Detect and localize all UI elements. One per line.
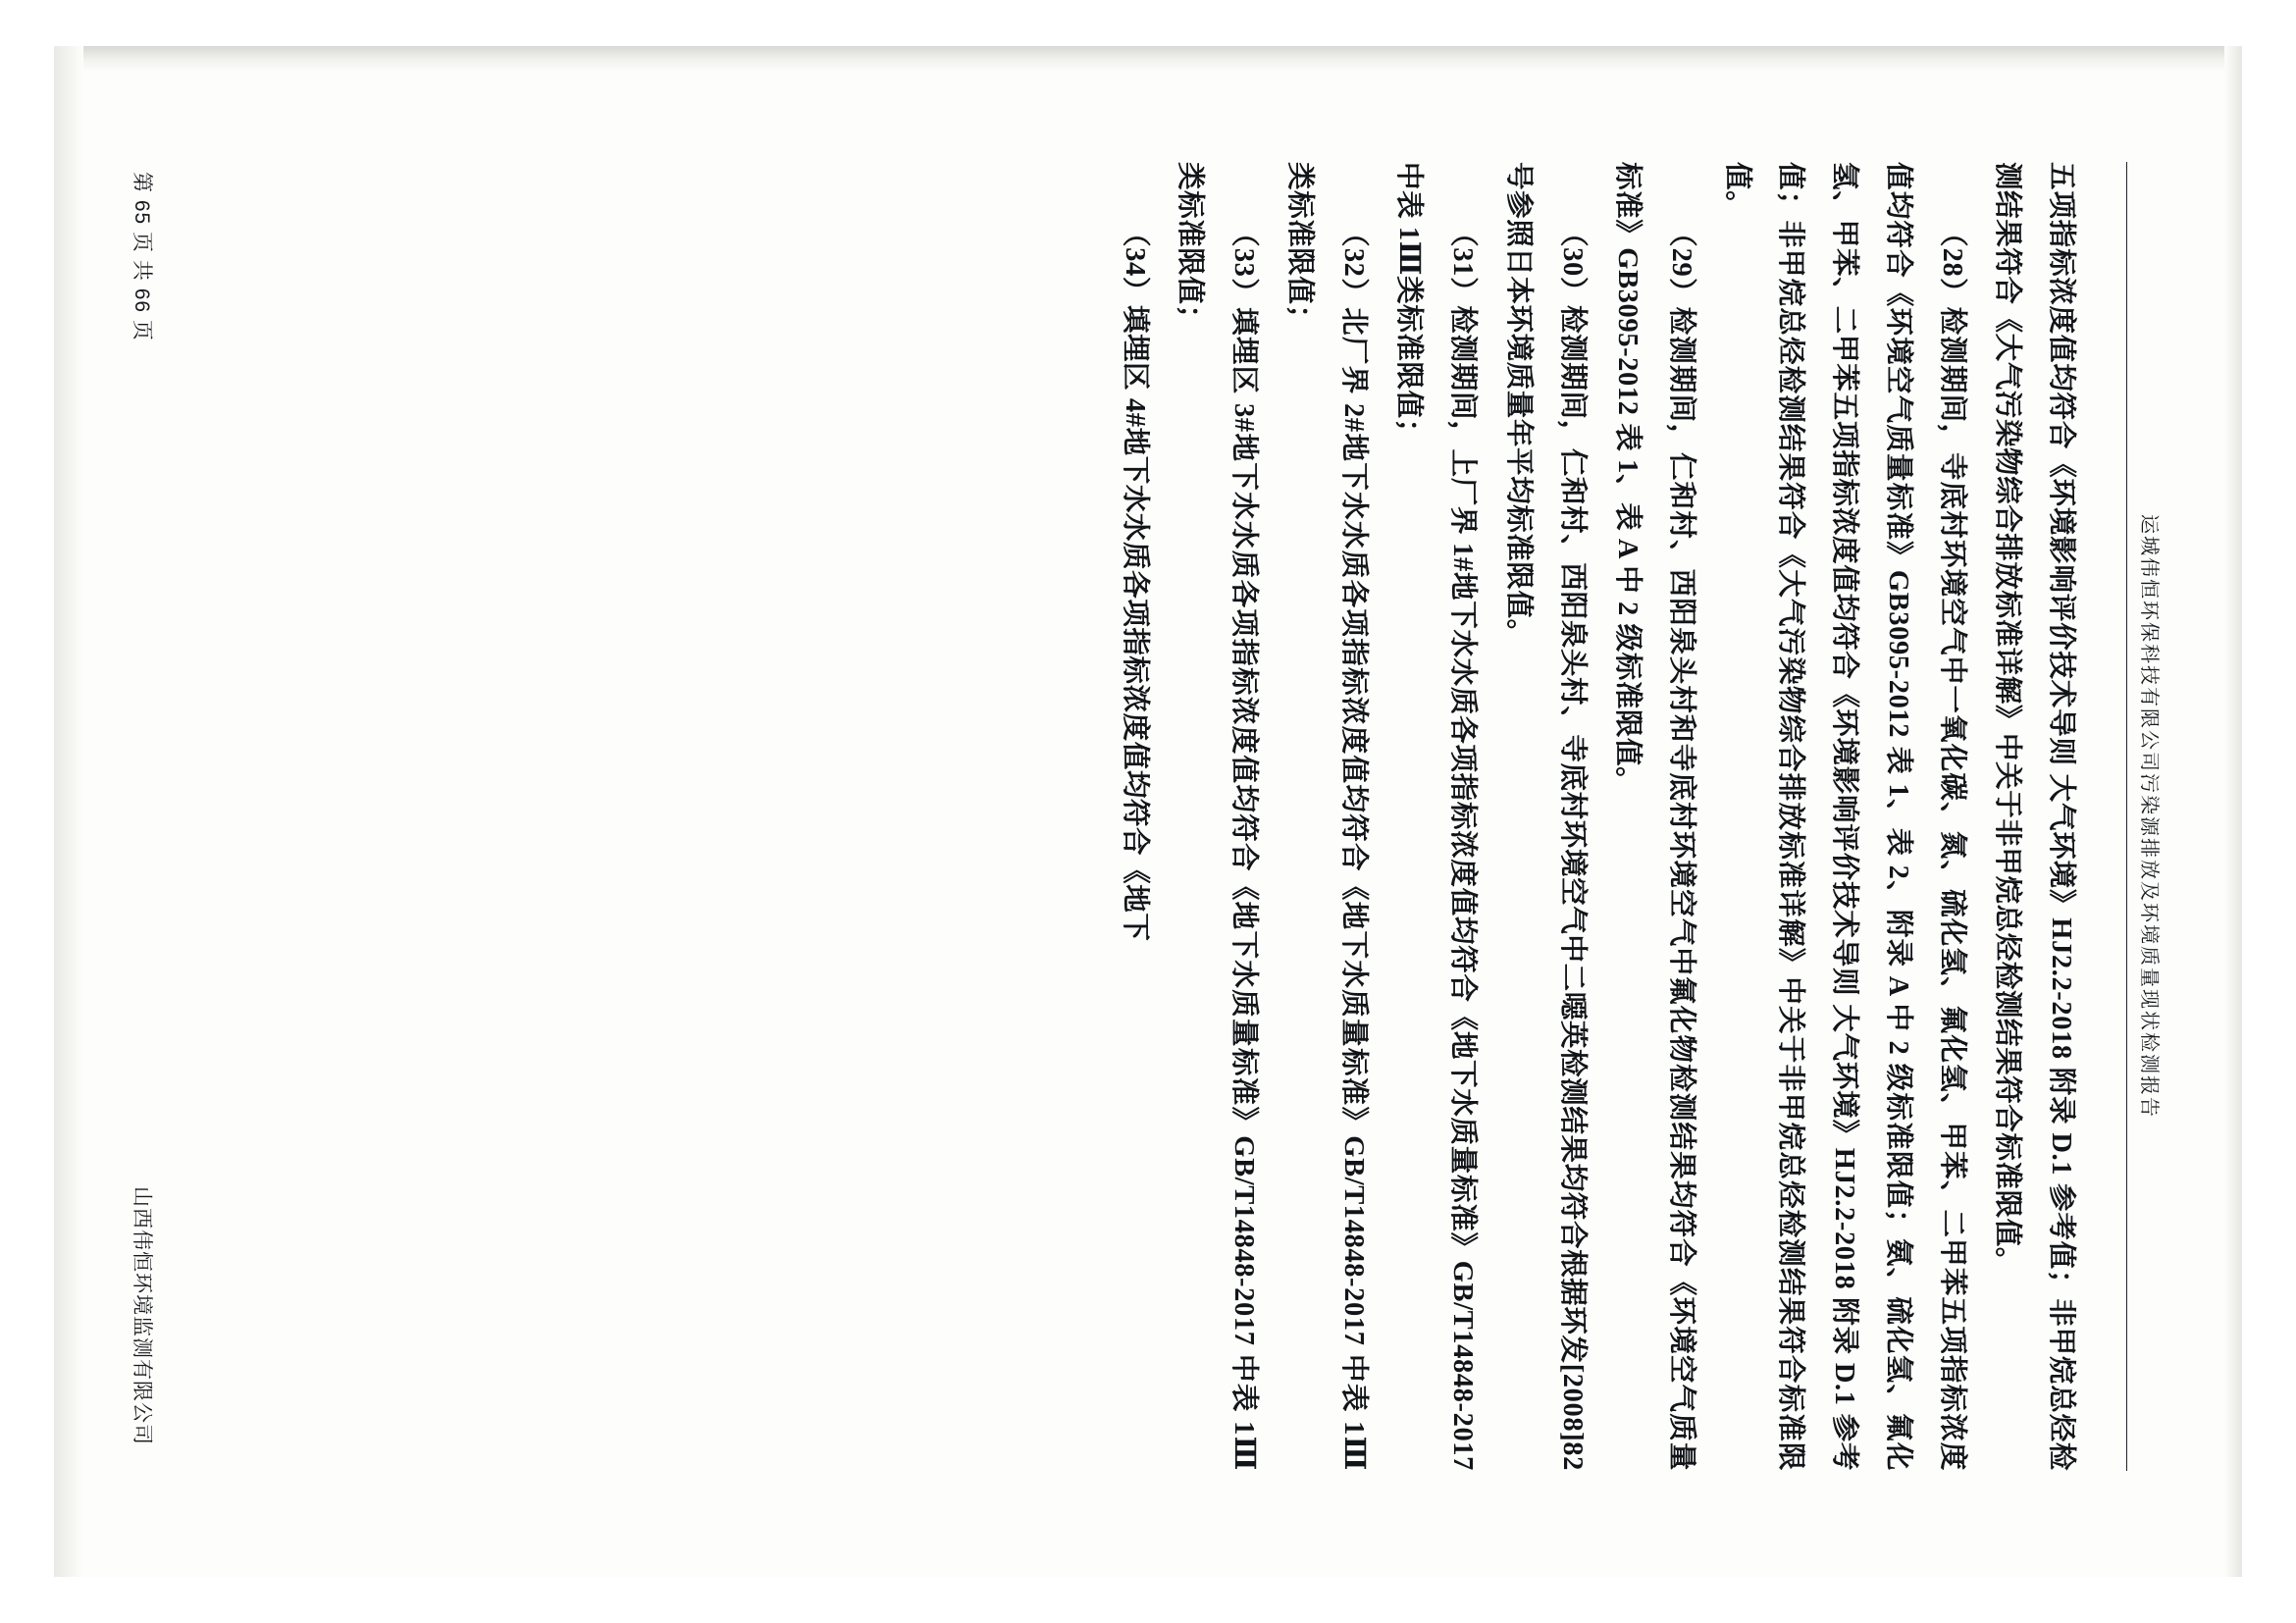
header-divider bbox=[2126, 162, 2127, 1471]
paragraph-28: （28）检测期间，寺底村环境空气中一氧化碳、氮、硫化氢、氟化氢、甲苯、二甲苯五项指标浓度值均符合《环境空气质量标准》GB3095-2012 表 1、表 2、附录 A 中 2 级标准限值；氨、硫化氢、氟化氢、甲苯、二甲苯五项指标浓度值均符合《环境影响评价技术导则 大气环境》HJ2.2-2018 附录 D.1 参考值；非甲烷总烃检测结果符合《大气污染物综合排放标准详解》中关于非甲烷总烃检测结果符合标准限值。 bbox=[1721, 162, 1967, 1471]
paragraph-29: （29）检测期间，仁和村、西阳泉头村和寺底村环境空气中氟化物检测结果均符合《环境空气质量标准》GB3095-2012 表 1、表 A 中 2 级标准限值。 bbox=[1612, 162, 1696, 1471]
page-footer bbox=[123, 162, 158, 1471]
page-header bbox=[2126, 162, 2166, 1471]
report-title: 运城伟恒环保科技有限公司污染源排放及环境质量现状检测报告 bbox=[2138, 514, 2160, 1119]
company-name: 山西伟恒环境监测有限公司 bbox=[130, 1186, 153, 1445]
paragraph-32: （32）北厂界 2#地下水水质各项指标浓度值均符合《地下水质量标准》GB/T14848-2017 中表 1Ⅲ类标准限值； bbox=[1283, 162, 1369, 1471]
paragraph-30: （30）检测期间，仁和村、西阳泉头村、寺底村环境空气中二噁英检测结果均符合根据环发[2008]82 号参照日本环境质量年平均标准限值。 bbox=[1502, 162, 1588, 1471]
paragraph-34: （34）填埋区 4#地下水水质各项指标浓度值均符合《地下 bbox=[1119, 219, 1150, 942]
paragraph-28-continued: 五项指标浓度值均符合《环境影响评价技术导则 大气环境》HJ2.2-2018 附录 D.1 参考值；非甲烷总烃检测结果符合《大气污染物综合排放标准详解》中关于非甲烷总烃检测结果符合标准限值。 bbox=[1992, 162, 2076, 1471]
paragraph-33: （33）填埋区 3#地下水水质各项指标浓度值均符合《地下水质量标准》GB/T14848-2017 中表 1Ⅲ类标准限值； bbox=[1174, 162, 1260, 1471]
document-page bbox=[54, 46, 2242, 1577]
page-content bbox=[54, 46, 2242, 1577]
paragraph-31: （31）检测期间，上厂界 1#地下水水质各项指标浓度值均符合《地下水质量标准》GB/T14848-2017 中表 1Ⅲ类标准限值； bbox=[1393, 162, 1479, 1471]
page-number: 第 65 页 共 66 页 bbox=[130, 172, 153, 341]
page-body bbox=[158, 162, 2126, 1471]
